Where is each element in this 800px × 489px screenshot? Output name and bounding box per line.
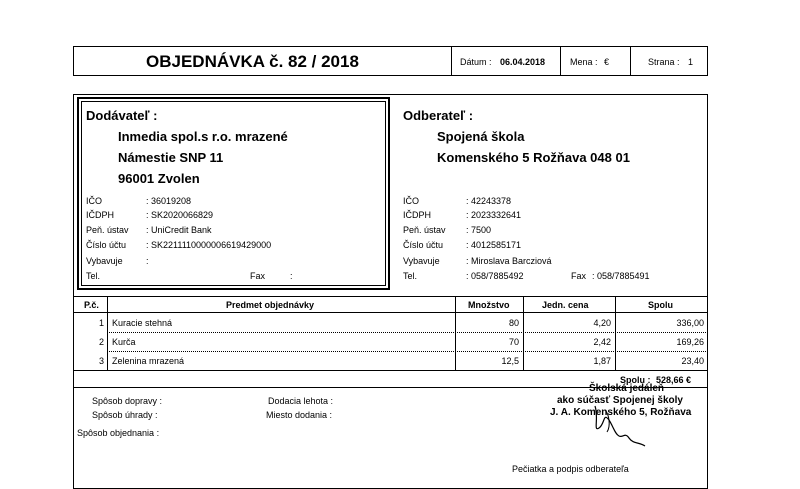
transport-label: Spôsob dopravy : [92,396,163,406]
row-no: 1 [98,318,104,328]
order-title: OBJEDNÁVKA č. 82 / 2018 [146,52,359,71]
supplier-fax-value: : [290,271,293,281]
customer-icdph-label: IČDPH [403,210,432,220]
row-qty: 70 [508,337,519,347]
customer-tel-label: Tel. [403,271,418,281]
supplier-ico-label: IČO [86,196,103,206]
customer-contact-value: : Miroslava Barcziová [466,256,552,266]
customer-contact-label: Vybavuje [403,256,440,266]
supplier-icdph-value: : SK2020066829 [146,210,214,220]
row-no: 2 [98,337,104,347]
row-total: 336,00 [676,318,704,328]
page-value: 1 [688,57,694,67]
sum-label: Spolu : [620,375,651,385]
page-label: Strana : [648,57,680,67]
supplier-ico-value: : 36019208 [146,196,192,206]
currency-value: € [604,57,610,67]
row-item: Kurča [112,337,136,347]
signature-label: Pečiatka a podpis odberateľa [512,464,629,474]
payment-label: Spôsob úhrady : [92,410,158,420]
row-price: 4,20 [593,318,611,328]
delivery-term-label: Dodacia lehota : [268,396,334,406]
col-header-qty: Množstvo [468,300,510,310]
customer-bank-value: : 7500 [466,225,492,235]
customer-tel-value: : 058/7885492 [466,271,524,281]
row-price: 2,42 [593,337,611,347]
currency-label: Mena : [570,57,598,67]
date-value: 06.04.2018 [500,57,546,67]
customer-fax-value: : 058/7885491 [592,271,650,281]
supplier-tel-label: Tel. [86,271,101,281]
row-item: Zelenina mrazená [112,356,185,366]
supplier-account-label: Číslo účtu [86,240,127,250]
row-no: 3 [98,356,104,366]
customer-account-label: Číslo účtu [403,240,444,250]
supplier-fax-label: Fax [250,271,266,281]
row-qty: 12,5 [501,356,519,366]
customer-ico-label: IČO [403,196,420,206]
customer-account-value: : 4012585171 [466,240,522,250]
row-total: 169,26 [676,337,704,347]
supplier-name: Inmedia spol.s r.o. mrazené [118,129,288,144]
col-header-price: Jedn. cena [542,300,589,310]
table-row [73,335,708,349]
stamp-line-2: ako súčasť Spojenej školy [557,395,683,406]
sum-value: 528,66 € [656,375,692,385]
supplier-contact-value: : [146,256,149,266]
stamp-line-3: J. A. Komenského 5, Rožňava [550,407,692,418]
stamp-line-1: Školská jedáleň [589,383,665,394]
customer-fax-label: Fax [571,271,587,281]
row-price: 1,87 [593,356,611,366]
supplier-account-value: : SK2211110000006619429000 [146,240,272,250]
customer-bank-label: Peň. ústav [403,225,446,235]
col-header-total: Spolu [648,300,673,310]
supplier-city: 96001 Zvolen [118,171,200,186]
col-header-item: Predmet objednávky [226,300,315,310]
supplier-bank-label: Peň. ústav [86,225,129,235]
table-row [73,316,708,330]
customer-ico-value: : 42243378 [466,196,512,206]
row-qty: 80 [508,318,519,328]
supplier-street: Námestie SNP 11 [118,150,224,165]
row-total: 23,40 [681,356,704,366]
customer-street: Komenského 5 Rožňava 048 01 [437,150,630,165]
supplier-icdph-label: IČDPH [86,210,115,220]
customer-name: Spojená škola [437,129,525,144]
customer-icdph-value: : 2023332641 [466,210,522,220]
supplier-heading: Dodávateľ : [86,108,158,123]
row-item: Kuracie stehná [112,318,173,328]
delivery-place-label: Miesto dodania : [266,410,333,420]
date-label: Dátum : [460,57,492,67]
col-header-no: P.č. [84,300,99,310]
supplier-bank-value: : UniCredit Bank [146,225,212,235]
supplier-contact-label: Vybavuje [86,256,123,266]
customer-heading: Odberateľ : [403,108,474,123]
table-row [73,354,708,368]
signature [585,398,665,450]
ordering-label: Spôsob objednania : [77,428,160,438]
